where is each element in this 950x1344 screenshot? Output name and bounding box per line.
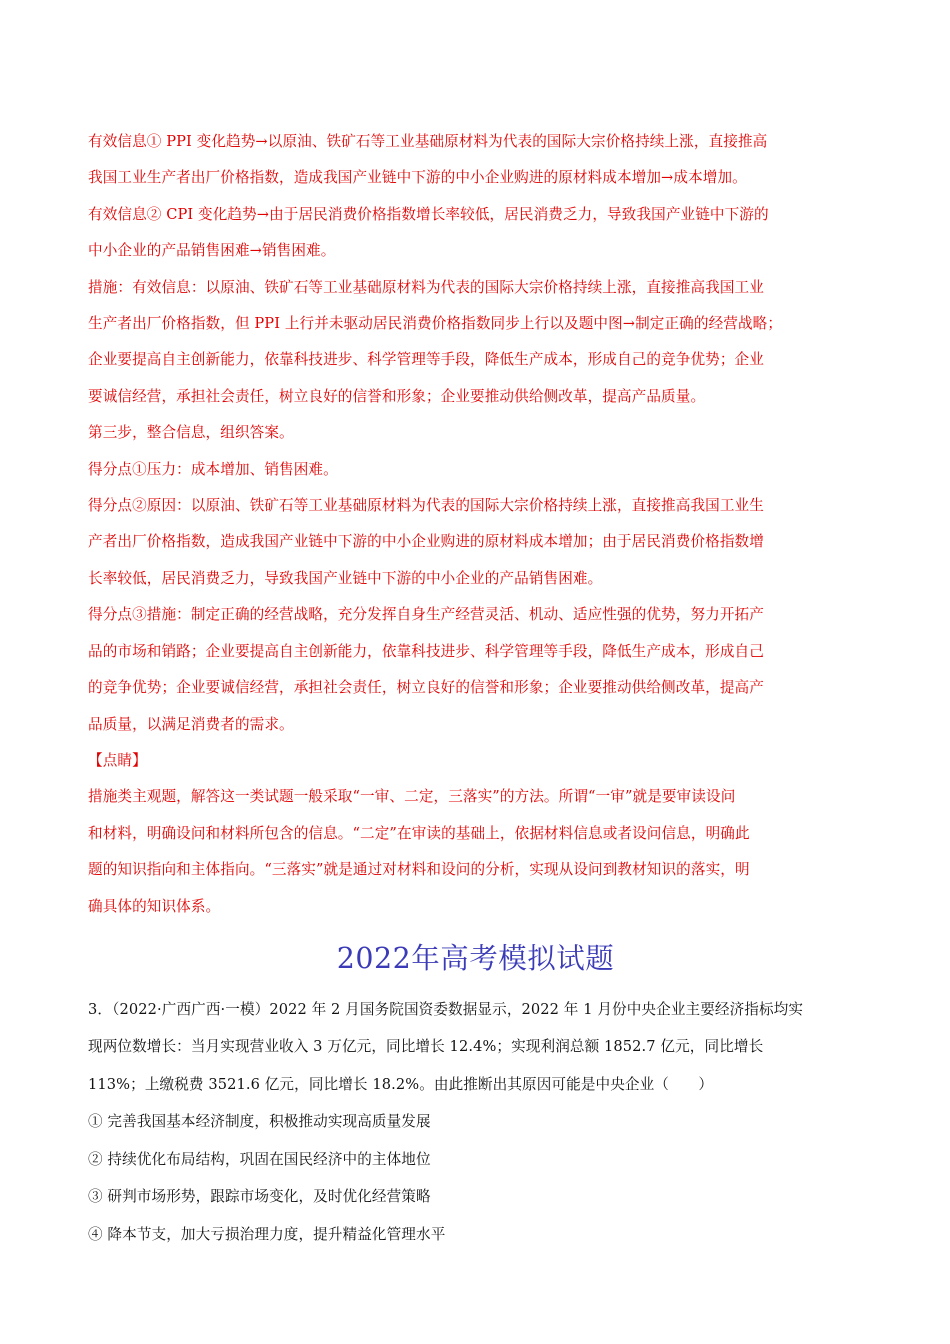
analysis-line: 得分点①压力：成本增加、销售困难。 <box>88 460 338 478</box>
analysis-line: 有效信息② CPI 变化趋势→由于居民消费价格指数增长率较低，居民消费乏力，导致我国产业链中下游的 <box>88 205 769 223</box>
analysis-line: 措施：有效信息：以原油、铁矿石等工业基础原材料为代表的国际大宗价格持续上涨，直接推高我国工业 <box>88 278 764 296</box>
answer-analysis <box>88 124 863 925</box>
option-4: ④ 降本节支，加大亏损治理力度，提升精益化管理水平 <box>88 1225 446 1243</box>
analysis-line: 企业要提高自主创新能力，依靠科技进步、科学管理等手段，降低生产成本，形成自己的竞争优势；企业 <box>88 351 764 369</box>
question-block <box>88 991 863 1254</box>
analysis-line: 我国工业生产者出厂价格指数，造成我国产业链中下游的中小企业购进的原材料成本增加→成本增加。 <box>88 169 747 187</box>
dianjing-line: 措施类主观题，解答这一类试题一般采取“一审、二定，三落实”的方法。所谓“一审”就是要审读设问 <box>88 788 736 806</box>
option-3: ③ 研判市场形势，跟踪市场变化，及时优化经营策略 <box>88 1188 431 1206</box>
analysis-line: 长率较低，居民消费乏力，导致我国产业链中下游的中小企业的产品销售困难。 <box>88 569 603 587</box>
dianjing-line: 和材料，明确设问和材料所包含的信息。“二定”在审读的基础上，依据材料信息或者设问信息，明确此 <box>88 824 750 842</box>
analysis-line: 得分点③措施：制定正确的经营战略，充分发挥自身生产经营灵活、机动、适应性强的优势，努力开拓产 <box>88 606 764 624</box>
question-line: 113%；上缴税费 3521.6 亿元，同比增长 18.2%。由此推断出其原因可能是中央企业（ ） <box>88 1075 714 1093</box>
option-2: ② 持续优化布局结构，巩固在国民经济中的主体地位 <box>88 1150 431 1168</box>
analysis-line: 生产者出厂价格指数，但 PPI 上行并未驱动居民消费价格指数同步上行以及题中图→制定正确的经营战略； <box>88 315 783 333</box>
section-heading: 2022年高考模拟试题 <box>336 941 615 975</box>
dianjing-label: 【点睛】 <box>88 751 147 769</box>
option-1: ① 完善我国基本经济制度，积极推动实现高质量发展 <box>88 1113 431 1131</box>
analysis-line: 的竞争优势；企业要诚信经营，承担社会责任，树立良好的信誉和形象；企业要推动供给侧改革，提高产 <box>88 679 764 697</box>
dianjing-line: 确具体的知识体系。 <box>88 897 221 915</box>
analysis-line: 要诚信经营，承担社会责任，树立良好的信誉和形象；企业要推动供给侧改革，提高产品质量。 <box>88 387 706 405</box>
analysis-line: 品质量，以满足消费者的需求。 <box>88 715 294 733</box>
question-line: 3．（2022·广西广西·一模）2022 年 2 月国务院国资委数据显示，2022 年 1 月份中央企业主要经济指标均实 <box>88 1000 804 1018</box>
analysis-line: 品的市场和销路；企业要提高自主创新能力，依靠科技进步、科学管理等手段，降低生产成本，形成自己 <box>88 642 764 660</box>
analysis-line: 得分点②原因：以原油、铁矿石等工业基础原材料为代表的国际大宗价格持续上涨，直接推高我国工业生 <box>88 497 764 515</box>
question-line: 现两位数增长：当月实现营业收入 3 万亿元，同比增长 12.4%；实现利润总额 1852.7 亿元，同比增长 <box>88 1038 764 1056</box>
analysis-line: 中小企业的产品销售困难→销售困难。 <box>88 242 336 260</box>
analysis-line: 有效信息① PPI 变化趋势→以原油、铁矿石等工业基础原材料为代表的国际大宗价格持续上涨，直接推高 <box>88 133 768 150</box>
analysis-line: 产者出厂价格指数，造成我国产业链中下游的中小企业购进的原材料成本增加；由于居民消费价格指数增 <box>88 533 764 551</box>
document-content <box>88 124 863 1253</box>
analysis-line: 第三步，整合信息，组织答案。 <box>88 424 294 442</box>
dianjing-line: 题的知识指向和主体指向。“三落实”就是通过对材料和设问的分析，实现从设问到教材知识的落实，明 <box>88 861 750 879</box>
